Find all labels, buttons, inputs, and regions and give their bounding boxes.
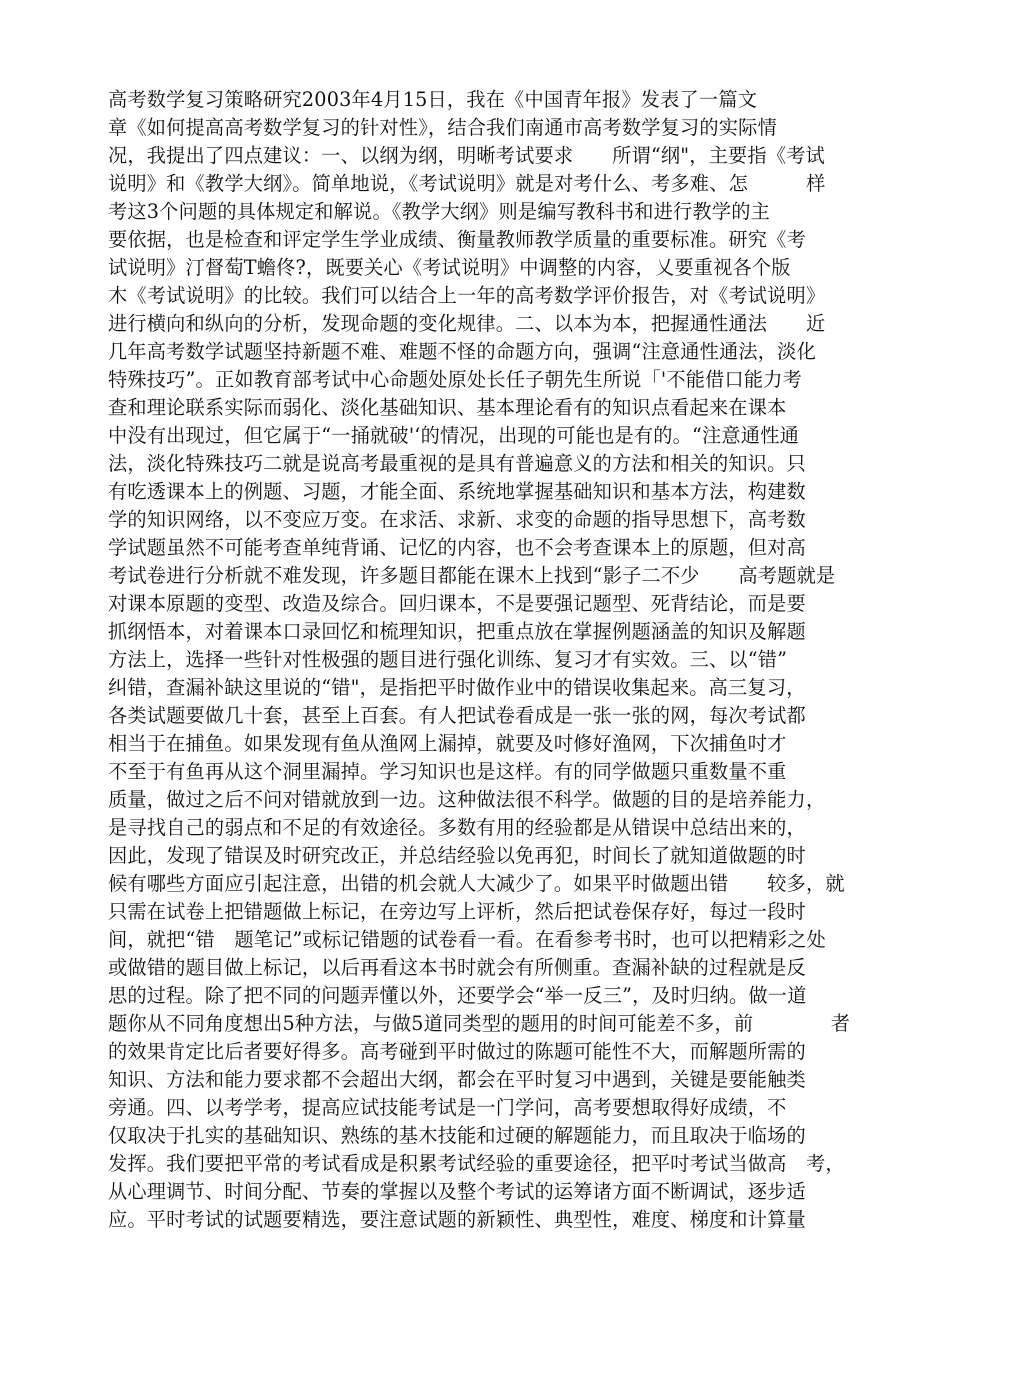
- text-line: 况，我提出了四点建议：一、以纲为纲，明晰考试要求 所谓“纲"，主要指《考试: [108, 144, 825, 167]
- text-line: 进行横向和纵向的分析，发现命题的变化规律。二、以本为本，把握通性通法 近: [108, 312, 826, 335]
- text-line: 旁通。四、以考学考，提高应试技能考试是一门学问，高考要想取得好成绩，不: [108, 1096, 787, 1119]
- text-line: 要依据，也是检查和评定学生学业成绩、衡量教师教学质量的重要标准。研究《考: [108, 228, 806, 251]
- text-line: 不至于有鱼再从这个洞里漏掉。学习知识也是这样。有的同学做题只重数量不重: [108, 760, 787, 783]
- text-line: 间，就把“错 题笔记”或标记错题的试卷看一看。在看参考书时，也可以把精彩之处: [108, 928, 826, 951]
- text-line: 应。平时考试的试题要精选，要注意试题的新颖性、典型性，难度、梯度和计算量: [108, 1208, 806, 1231]
- text-line: 质量，做过之后不问对错就放到一边。这种做法很不科学。做题的目的是培养能力，: [108, 788, 826, 811]
- text-line: 思的过程。除了把不同的问题弄懂以外，还要学会“举一反三”，及时归纳。做一道: [108, 984, 807, 1007]
- text-line: 学的知识网络，以不变应万变。在求活、求新、求变的命题的指导思想下，高考数: [108, 508, 806, 531]
- text-line: 发挥。我们要把平常的考试看成是积累考试经验的重要途径，把平吋考试当做高 考，: [108, 1152, 845, 1175]
- text-line: 方法上，选择一些针对性极强的题目进行强化训练、复习才有实效。三、以“错”: [108, 648, 788, 671]
- text-line: 是寻找自己的弱点和不足的有效途径。多数有用的经验都是从错误中总结出来的，: [108, 816, 806, 839]
- text-line: 因此，发现了错误及时研究改正，并总结经验以免再犯，时间长了就知道做题的时: [108, 844, 806, 867]
- text-line: 考试卷进行分析就不难发现，许多题目都能在课木上找到“影子二不少 高考题就是: [108, 564, 836, 587]
- text-line: 几年高考数学试题坚持新题不难、难题不怪的命题方向，强调“注意通性通法，淡化: [108, 340, 816, 363]
- text-line: 从心理调节、时间分配、节奏的掌握以及整个考试的运筹诸方面不断调试，逐步适: [108, 1180, 806, 1203]
- text-line: 相当于在捕鱼。如果发现有鱼从渔网上漏掉，就要及吋修好渔网，下次捕鱼吋才: [108, 732, 787, 755]
- text-line: 学试题虽然不可能考查单纯背诵、记忆的内容，也不会考查课本上的原题，但对高: [108, 536, 806, 559]
- text-line: 法，淡化特殊技巧二就是说高考最重视的是具有普遍意义的方法和相关的知识。只: [108, 452, 806, 475]
- text-line: 抓纲悟本，对着课本口录回忆和梳理知识，把重点放在掌握例题涵盖的知识及解题: [108, 620, 806, 643]
- text-line: 说明》和《教学大纲》。简单地说，《考试说明》就是对考什么、考多难、怎 样: [108, 172, 826, 195]
- text-line: 对课本原题的变型、改造及综合。回归课本，不是要强记题型、死背结论，而是要: [108, 592, 806, 615]
- text-line: 中没有出现过，但它属于“一捅就破'‘的情况，出现的可能也是有的。“注意通性通: [108, 424, 799, 447]
- text-line: 考这3个问题的具体规定和解说。《教学大纲》则是编写教科书和进行教学的主: [108, 200, 770, 223]
- text-line: 查和理论联系实际而弱化、淡化基础知识、基本理论看有的知识点看起来在课本: [108, 396, 787, 419]
- text-line: 纠错，查漏补缺这里说的“错"，是指把平时做作业中的错误收集起来。高三复习，: [108, 676, 806, 699]
- text-line: 只需在试卷上把错题做上标记，在旁边写上评析，然后把试卷保存好，每过一段时: [108, 900, 806, 923]
- text-line: 候有哪些方面应引起注意，出错的机会就人大减少了。如果平时做题出错 较多，就: [108, 872, 845, 895]
- text-line: 知识、方法和能力要求都不会超出大纲，都会在平时复习中遇到，关键是要能触类: [108, 1068, 806, 1091]
- article-body: [108, 86, 920, 1234]
- text-line: 章《如何提高高考数学复习的针对性》，结合我们南通市高考数学复习的实际情: [108, 116, 777, 139]
- text-line: 有吃透课本上的例题、习题，才能全面、系统地掌握基础知识和基本方法，构建数: [108, 480, 806, 503]
- text-line: 仅取决于扎实的基础知识、熟练的基木技能和过硬的解题能力，而且取决于临场的: [108, 1124, 806, 1147]
- text-line: 题你从不同角度想出5种方法，与做5道同类型的题用的时间可能差不多，前 者: [108, 1012, 851, 1035]
- text-line: 或做错的题目做上标记，以后再看这本书时就会有所侧重。查漏补缺的过程就是反: [108, 956, 806, 979]
- text-line: 特殊技巧”。正如教育部考试中心命题处原处长任子朝先生所说「'不能借口能力考: [108, 368, 803, 391]
- text-line: 高考数学复习策略研究2003年4月15日，我在《中国青年报》发表了一篇文: [108, 88, 758, 111]
- text-line: 试说明》汀督萄T蟾佟?，既要关心《考试说明》中调整的内容，乂要重视各个版: [108, 256, 791, 279]
- text-line: 木《考试说明》的比较。我们可以结合上一年的高考数学评价报告，对《考试说明》: [108, 284, 826, 307]
- text-line: 各类试题要做几十套，甚至上百套。有人把试卷看成是一张一张的网，每次考试都: [108, 704, 806, 727]
- text-line: 的效果肯定比后者要好得多。高考碰到平时做过的陈题可能性不大，而解题所需的: [108, 1040, 806, 1063]
